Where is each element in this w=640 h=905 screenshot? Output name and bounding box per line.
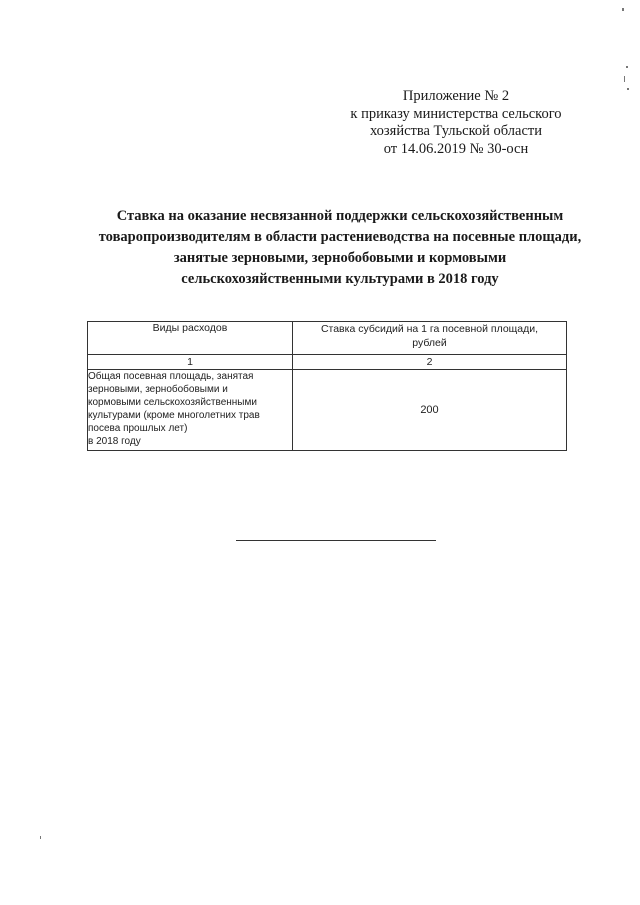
scan-speck bbox=[622, 8, 624, 11]
header-subsidy-rate-line2: рублей bbox=[412, 337, 447, 349]
column-number-2: 2 bbox=[293, 355, 567, 370]
table-row bbox=[88, 370, 567, 451]
title-line-4: сельскохозяйственными культурами в 2018 году bbox=[181, 271, 499, 287]
title-line-2: товаропроизводителям в области растениеводства на посевные площади, bbox=[98, 229, 582, 245]
header-subsidy-rate-line1: Ставка субсидий на 1 га посевной площади, bbox=[320, 323, 539, 335]
header-subsidy-rate bbox=[293, 322, 567, 355]
scan-speck bbox=[624, 76, 625, 82]
document-title bbox=[60, 206, 620, 290]
table-number-row bbox=[88, 355, 567, 370]
expense-description-line: кормовыми сельскохозяйственными bbox=[88, 397, 257, 408]
header-expense-types: Виды расходов bbox=[88, 322, 293, 355]
expense-description bbox=[88, 370, 293, 451]
closing-line bbox=[236, 540, 436, 541]
annex-number: Приложение № 2 bbox=[402, 88, 510, 104]
expense-description-line: посева прошлых лет) bbox=[88, 423, 188, 434]
expense-description-line: зерновыми, зернобобовыми и bbox=[88, 384, 228, 395]
annex-date-number: от 14.06.2019 № 30-осн bbox=[383, 140, 529, 157]
rates-table bbox=[87, 321, 567, 451]
table-header-row bbox=[88, 322, 567, 355]
annex-order-ref: к приказу министерства сельского bbox=[350, 105, 562, 122]
title-line-3: занятые зерновыми, зернобобовыми и кормовыми bbox=[173, 250, 507, 266]
title-line-1: Ставка на оказание несвязанной поддержки сельскохозяйственным bbox=[116, 208, 564, 224]
scan-speck bbox=[627, 88, 629, 90]
scan-speck bbox=[40, 836, 41, 839]
expense-description-line: в 2018 году bbox=[88, 436, 141, 447]
expense-description-line: культурами (кроме многолетних трав bbox=[88, 410, 260, 421]
subsidy-rate-value: 200 bbox=[293, 370, 567, 451]
column-number-1: 1 bbox=[88, 355, 293, 370]
annex-header bbox=[338, 88, 574, 158]
annex-ministry: хозяйства Тульской области bbox=[369, 123, 543, 139]
scan-speck bbox=[626, 66, 628, 68]
expense-description-line: Общая посевная площадь, занятая bbox=[88, 371, 254, 382]
